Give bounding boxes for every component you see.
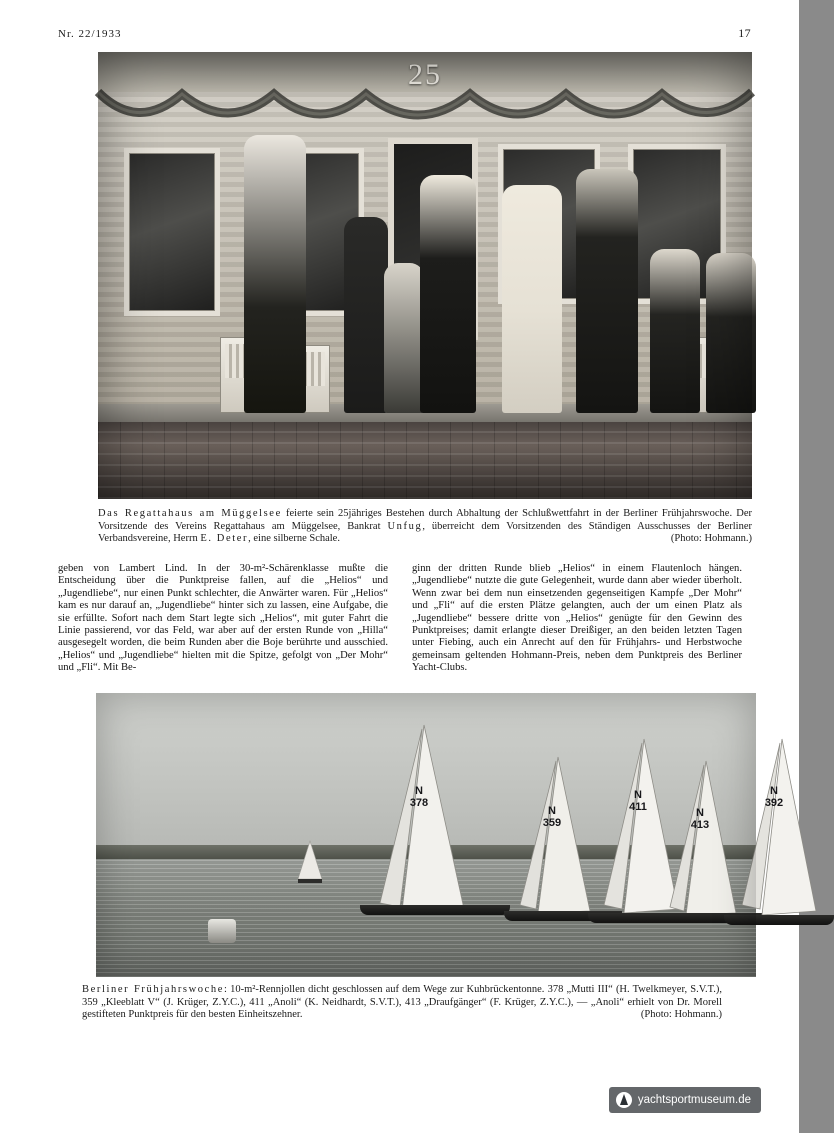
watermark-yachtsportmuseum[interactable] <box>609 1087 761 1113</box>
caption2-body: : 10-m²-Rennjollen dicht geschlossen auf dem Wege zur Kuhbrückentonne. 378 „Mutti III“ (H. Twelkmeyer, S.V.T.), 359 „Kleeblatt V“ (J. Krüger, Z.Y.C.), 411 „Anoli“ (K. Neidhardt, S.V.T.), 413 „Draufgänger“ (F. Krüger, Z.Y.C.), — „Anoli“ erhielt von Dr. Morell gestifteten Punktpreis für den besten Einheitszehner. <box>82 984 722 1021</box>
caption1-name-deter: E. Deter <box>200 533 249 545</box>
article-columns <box>58 563 742 675</box>
article-column-left: geben von Lambert Lind. In der 30-m²-Schärenklasse mußte die Entscheidung über die Punktpreise fallen, auf die „Helios“ und „Jugendliebe“, nur einen Punkt schlechter, die Anwärter waren. Für „Helios“ kam es nur darauf an, „Jugendliebe“ hinter sich zu lassen, eine Aufgabe, die sie erfüllte. Sofort nach dem Start legte sich „Helios“, mit guter Fahrt die Linie passierend, vor das Feld, war aber auf der ersten Runde von „Hilla“ ausgesegelt worden, die beim Runden aber die Boje berührte und ausschied. „Helios“ und „Jugendliebe“ hielten mit die Spitze, gefolgt von „Der Mohr“ und „Fli“. Mit Be- <box>58 563 388 674</box>
photo2-vignette <box>96 693 756 977</box>
photo1-vignette <box>98 52 752 499</box>
sail-number-411: N 411 <box>629 789 647 813</box>
sail-number-359: N 359 <box>542 805 562 829</box>
caption1-name-unfug: Unfug <box>387 520 423 532</box>
caption-photo-regattahaus <box>98 508 752 546</box>
caption2-lead: Berliner Frühjahrswoche <box>82 984 225 995</box>
house-number-label: 25 <box>408 58 442 91</box>
article-column-right: ginn der dritten Runde blieb „Helios“ in einem Flautenloch hängen. „Jugendliebe“ nutzte die gute Gelegenheit, wurde dann aber wieder überholt. Wenn zwar bei dem nun einsetzenden gegenseitigen Kampfe „Der Mohr“ und „Fli“ auf die ersten Plätze gelangten, auch der um einen Platz als „Jugendliebe“ bessere dritte von „Helios“ genügte für den Gewinn des Punktpreises; damit erlangte dieser Dreißiger, an den beiden letzten Tagen unter Fiebing, auch ein Anrecht auf den für Frühjahrs- und Herbstwoche gemeinsam geltenden Hohmann-Preis, neben dem Punktpreis des Berliner Yacht-Clubs. <box>412 563 742 674</box>
sail-logo-icon <box>616 1092 632 1108</box>
watermark-label: yachtsportmuseum.de <box>637 1094 751 1106</box>
sail-number-392: N 392 <box>764 785 784 809</box>
sail-number-413: N 413 <box>690 807 710 831</box>
caption1-body3: , eine silberne Schale. <box>248 533 340 545</box>
caption1-body: feierte sein 25jähriges Bestehen durch Abhaltung der Schlußwettfahrt in der Berliner Frühjahrswoche. Der Vorsitzende des Vereins Regattahaus am Müggelsee, Bankrat <box>98 508 752 532</box>
page-header <box>58 26 751 41</box>
caption1-body2: , überreicht dem Vorsitzenden des Ständigen Ausschusses der Berliner Verbandsvereine, Herrn <box>98 520 752 545</box>
photo-regatta-dinghies <box>96 693 784 977</box>
photo-regattahaus <box>98 52 752 499</box>
caption1-lead: Das Regattahaus am Müggelsee <box>98 508 282 519</box>
caption-photo-dinghies <box>82 984 722 1022</box>
issue-number: Nr. 22/1933 <box>58 28 122 40</box>
page-number: 17 <box>738 26 751 40</box>
caption1-photo-credit: (Photo: Hohmann.) <box>670 533 752 545</box>
sail-number-378: N 378 <box>409 785 429 809</box>
caption2-photo-credit: (Photo: Hohmann.) <box>640 1009 722 1021</box>
